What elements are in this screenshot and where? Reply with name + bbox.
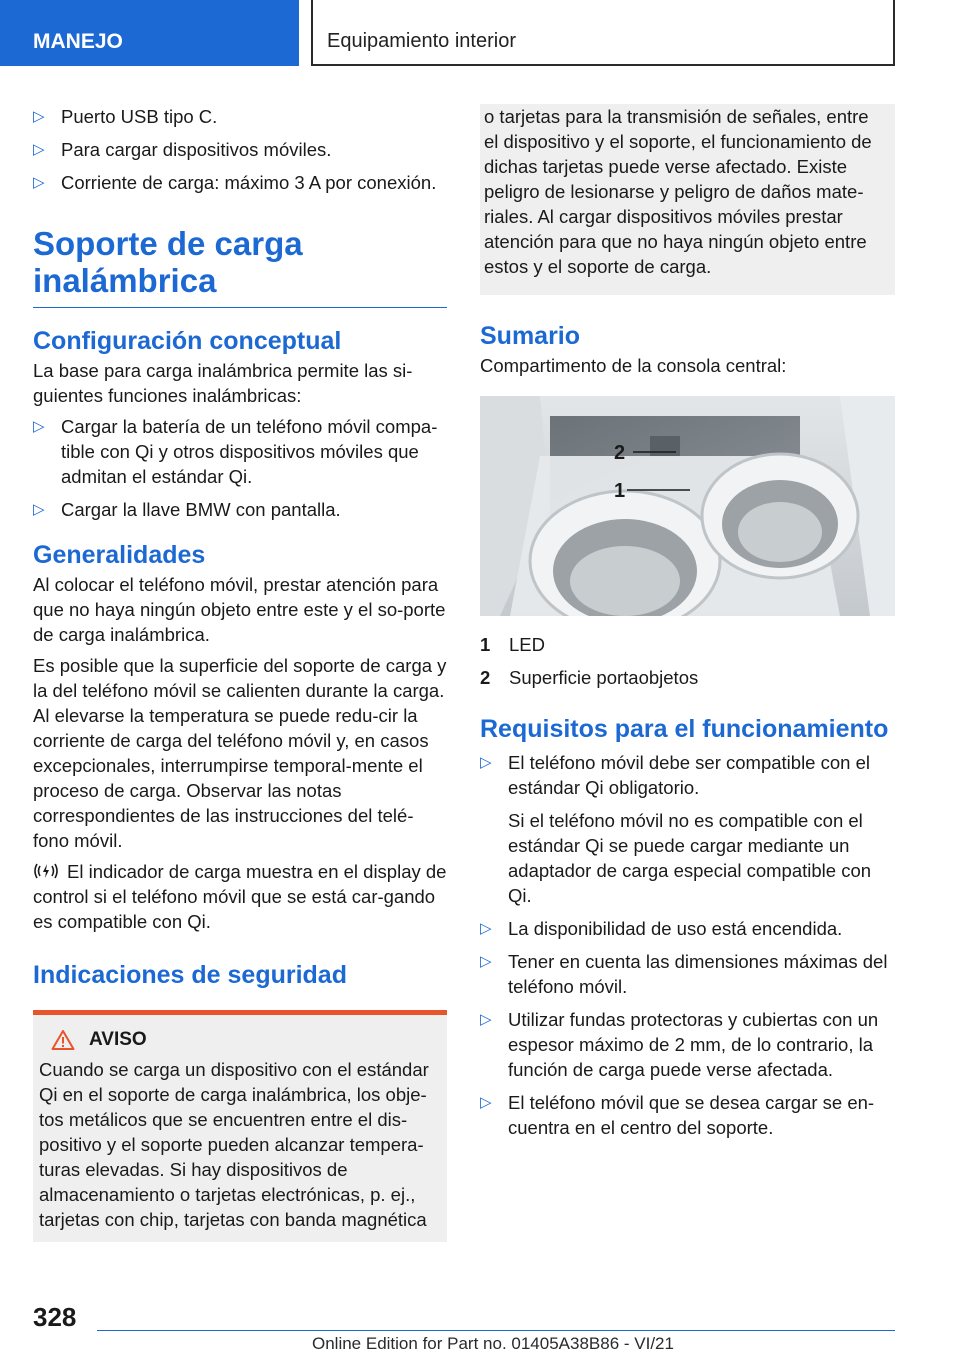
- legend-item: 2 Superficie portaobjetos: [480, 667, 699, 688]
- triangle-bullet-icon: ▷: [33, 174, 45, 191]
- general-heading: Generalidades: [33, 541, 206, 569]
- page-title: Soporte de carga inalámbrica: [33, 225, 447, 308]
- concept-heading: Configuración conceptual: [33, 327, 342, 355]
- warning-header: [39, 1029, 439, 1051]
- right-column: [480, 104, 895, 1148]
- warning-triangle-icon: [51, 1029, 75, 1051]
- left-column: [33, 104, 447, 1242]
- triangle-bullet-icon: ▷: [480, 754, 492, 771]
- requirements-heading: Requisitos para el funcionamiento: [480, 715, 889, 743]
- callout-2: 2: [614, 442, 626, 464]
- legend-list: [480, 632, 895, 690]
- list-item: ▷ Cargar la llave BMW con pantalla.: [33, 499, 341, 520]
- general-paragraph-3: El indicador de carga muestra en el display de control si el teléfono móvil que se está car-gando es compatible con Qi.: [33, 861, 447, 932]
- topic-label: Equipamiento interior: [311, 0, 895, 66]
- triangle-bullet-icon: ▷: [33, 141, 45, 158]
- page-number: 328: [33, 1302, 77, 1332]
- console-illustration: [480, 396, 895, 616]
- safety-heading: Indicaciones de seguridad: [33, 961, 347, 989]
- list-item: ▷ Puerto USB tipo C.: [33, 106, 218, 127]
- console-compartment-figure: [480, 396, 895, 616]
- wireless-charging-icon: [33, 861, 59, 881]
- warning-label: AVISO: [89, 1029, 147, 1050]
- triangle-bullet-icon: ▷: [33, 501, 45, 518]
- concept-text: La base para carga inalámbrica permite las si-guientes funciones inalámbricas:: [33, 360, 413, 406]
- footer-divider: [97, 1330, 895, 1331]
- list-item: ▷ El teléfono móvil que se desea cargar se en-cuentra en el centro del soporte.: [480, 1092, 875, 1138]
- page-header: [0, 0, 960, 66]
- list-item: ▷ Tener en cuenta las dimensiones máximas del teléfono móvil.: [480, 951, 888, 997]
- edition-note: Online Edition for Part no. 01405A38B86 - VI/21: [312, 1334, 674, 1353]
- list-item: ▷ Utilizar fundas protectoras y cubiertas con un espesor máximo de 2 mm, de lo contrario, la función de carga puede verse afectada.: [480, 1009, 879, 1080]
- warning-box: [33, 1010, 447, 1242]
- list-item: ▷ Cargar la batería de un teléfono móvil compa-tible con Qi y otros dispositivos móviles que admitan el estándar Qi.: [33, 416, 438, 487]
- section-label: MANEJO: [0, 0, 299, 66]
- list-item: ▷ La disponibilidad de uso está encendida.: [480, 918, 843, 939]
- intro-bullet-list: [33, 104, 447, 195]
- list-item: ▷ Para cargar dispositivos móviles.: [33, 139, 332, 160]
- triangle-bullet-icon: ▷: [480, 953, 492, 970]
- triangle-bullet-icon: ▷: [33, 108, 45, 125]
- list-item: ▷ El teléfono móvil debe ser compatible con el estándar Qi obligatorio. Si el teléfono móvil no es compatible con el estándar Qi se puede cargar mediante un adaptador de carga especial compatible con Qi.: [480, 752, 872, 906]
- general-paragraph-1: Al colocar el teléfono móvil, prestar atención para que no haya ningún objeto entre este y el so-porte de carga inalámbrica.: [33, 574, 446, 645]
- callout-1: 1: [614, 480, 626, 502]
- triangle-bullet-icon: ▷: [480, 1011, 492, 1028]
- warning-text: Cuando se carga un dispositivo con el estándar Qi en el soporte de carga inalámbrica, los obje-tos metálicos que se encuentren entre el dis-positivo y el soporte pueden alcanzar tempera-turas elevadas. Si hay dispositivos de almacenamiento o tarjetas electrónicas, p. ej., tarjetas con chip, tarjetas con banda magnética: [39, 1059, 429, 1230]
- list-item: ▷ Corriente de carga: máximo 3 A por conexión.: [33, 172, 437, 193]
- triangle-bullet-icon: ▷: [480, 1094, 492, 1111]
- legend-item: 1 LED: [480, 634, 545, 655]
- triangle-bullet-icon: ▷: [33, 418, 45, 435]
- warning-continuation: o tarjetas para la transmisión de señales, entre el dispositivo y el soporte, el funcionamiento de dichas tarjetas puede verse afectado. Existe peligro de lesionarse y peligro de daños mate-riales. Al cargar dispositivos móviles prestar atención para que no haya ningún objeto entre estos y el soporte de carga.: [480, 104, 895, 295]
- triangle-bullet-icon: ▷: [480, 920, 492, 937]
- summary-heading: Sumario: [480, 322, 581, 350]
- requirements-bullet-list: [480, 750, 895, 1140]
- summary-text: Compartimento de la consola central:: [480, 355, 787, 376]
- concept-bullet-list: [33, 414, 447, 522]
- general-paragraph-2: Es posible que la superficie del soporte de carga y la del teléfono móvil se calienten durante la carga. Al elevarse la temperatura se puede redu-cir la corriente de carga del teléfono móvil y, en casos excepcionales, interrumpirse temporal-mente el proceso de carga. Observar las notas correspondientes de las instrucciones del telé-fono móvil.: [33, 655, 447, 851]
